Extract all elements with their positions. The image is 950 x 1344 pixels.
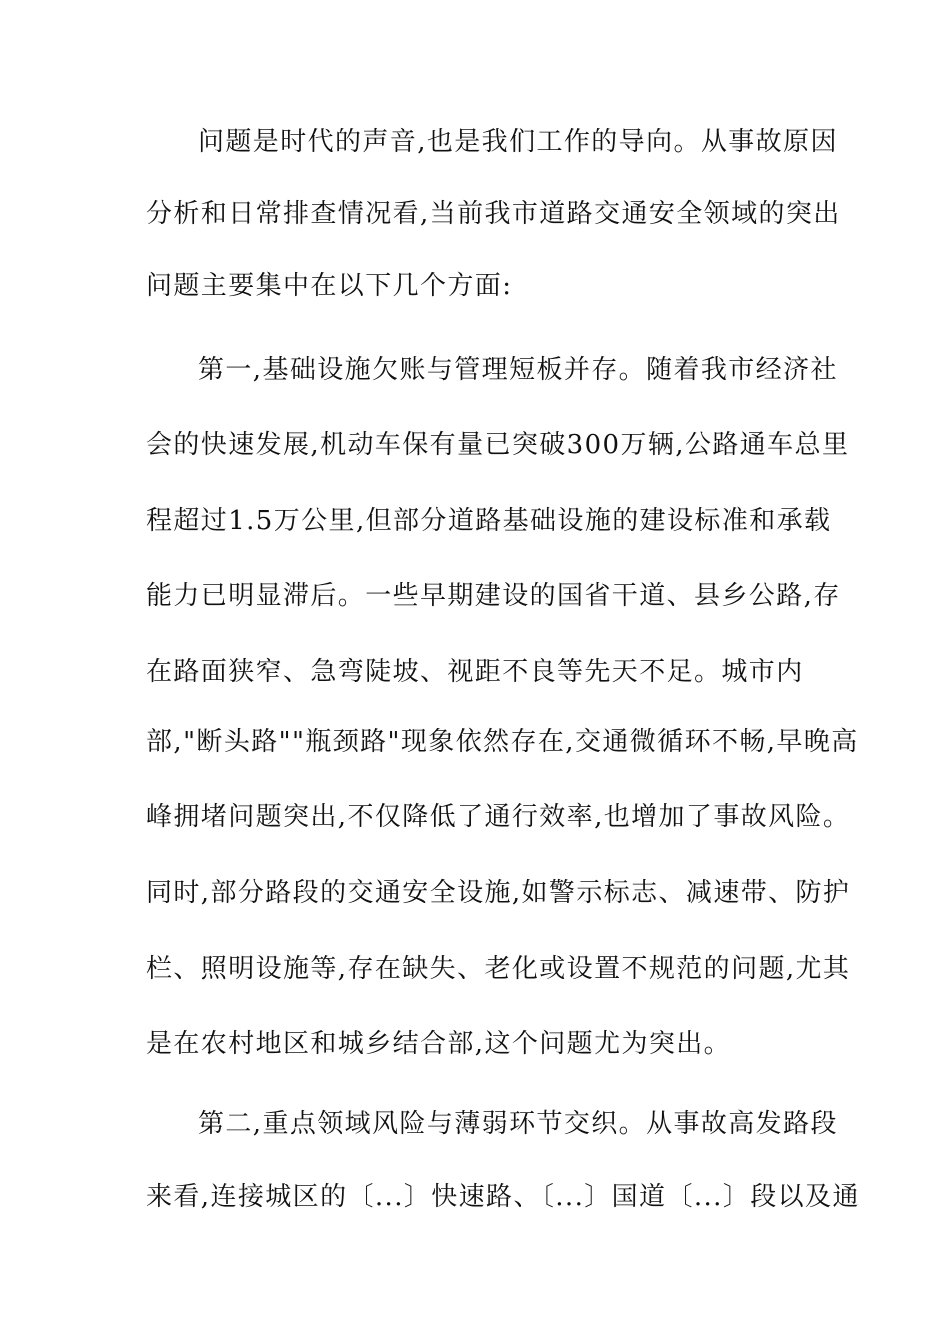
paragraph-3-line-1: 第二,重点领域风险与薄弱环节交织。从事故高发路段 xyxy=(198,1109,838,1139)
paragraph-2-line-8: 同时,部分路段的交通安全设施,如警示标志、减速带、防护 xyxy=(146,878,851,908)
paragraph-2-line-9: 栏、照明设施等,存在缺失、老化或设置不规范的问题,尤其 xyxy=(146,954,851,984)
paragraph-2-line-5: 在路面狭窄、急弯陡坡、视距不良等先天不足。城市内 xyxy=(146,657,804,687)
paragraph-2-line-4: 能力已明显滞后。一些早期建设的国省干道、县乡公路,存 xyxy=(146,581,841,611)
paragraph-2-line-2: 会的快速发展,机动车保有量已突破300万辆,公路通车总里 xyxy=(146,430,850,460)
paragraph-2-line-7: 峰拥堵问题突出,不仅降低了通行效率,也增加了事故风险。 xyxy=(146,802,851,832)
paragraph-1-line-3: 问题主要集中在以下几个方面: xyxy=(146,271,513,301)
paragraph-2-line-3: 程超过1.5万公里,但部分道路基础设施的建设标准和承载 xyxy=(146,506,832,536)
paragraph-2-line-10: 是在农村地区和城乡结合部,这个问题尤为突出。 xyxy=(146,1029,732,1059)
paragraph-1-line-1: 问题是时代的声音,也是我们工作的导向。从事故原因 xyxy=(198,127,838,157)
paragraph-1-line-2: 分析和日常排查情况看,当前我市道路交通安全领域的突出 xyxy=(146,199,841,229)
paragraph-2-line-6: 部,"断头路""瓶颈路"现象依然存在,交通微循环不畅,早晚高 xyxy=(146,727,859,757)
paragraph-2-line-1: 第一,基础设施欠账与管理短板并存。随着我市经济社 xyxy=(198,355,838,385)
paragraph-3-line-2: 来看,连接城区的〔...〕快速路、〔...〕国道〔...〕段以及通 xyxy=(146,1182,860,1212)
